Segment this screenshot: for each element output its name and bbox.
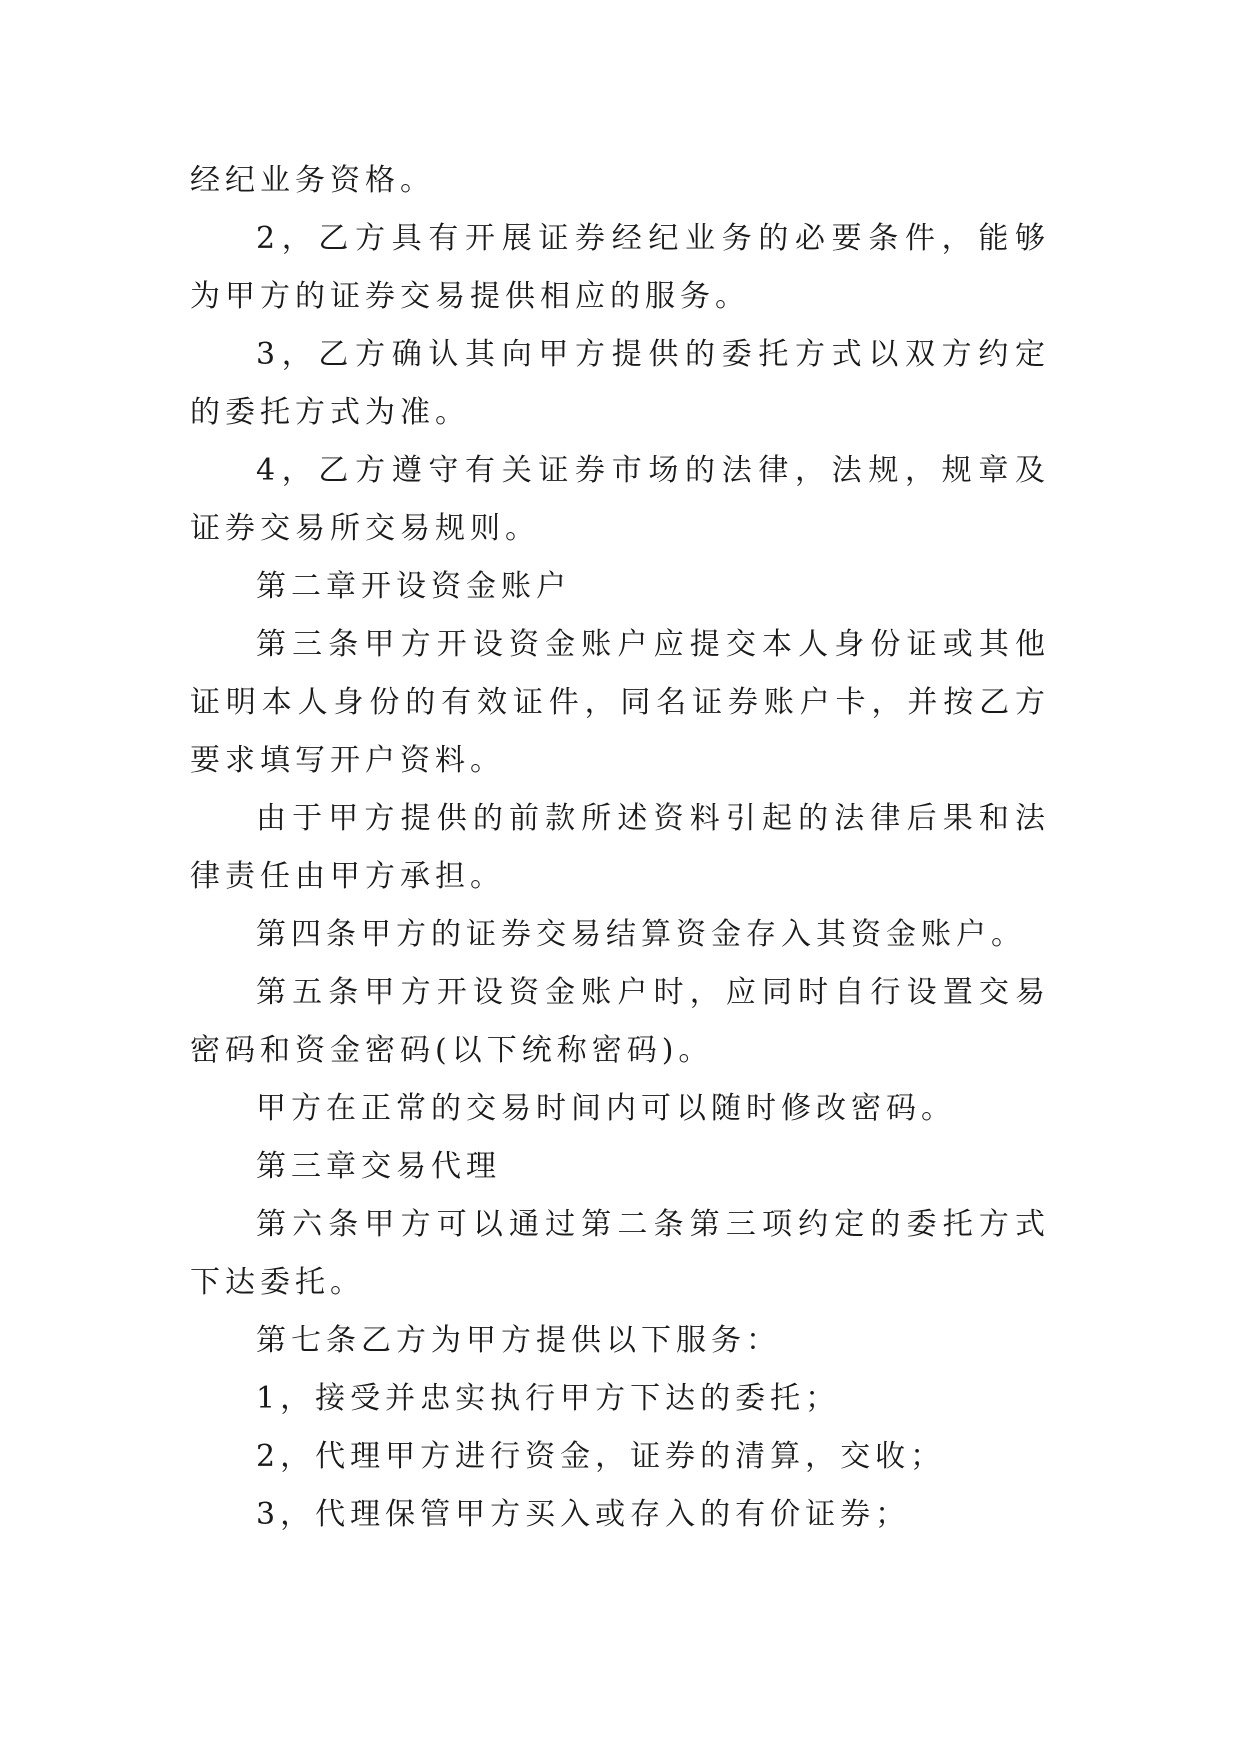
paragraph-4: 4，乙方遵守有关证券市场的法律，法规，规章及证券交易所交易规则。 (190, 453, 1050, 546)
article-7: 第七条乙方为甲方提供以下服务： (256, 1323, 781, 1358)
list-item-1: 1，接受并忠实执行甲方下达的委托； (256, 1381, 841, 1416)
paragraph-3: 3，乙方确认其向甲方提供的委托方式以双方约定的委托方式为准。 (190, 337, 1050, 430)
paragraph-1: 经纪业务资格。 (190, 163, 435, 198)
document-body (190, 152, 1050, 1544)
paragraph-liability: 由于甲方提供的前款所述资料引起的法律后果和法律责任由甲方承担。 (190, 801, 1050, 894)
article-3: 第三条甲方开设资金账户应提交本人身份证或其他证明本人身份的有效证件，同名证券账户卡，并按乙方要求填写开户资料。 (190, 627, 1050, 778)
chapter-heading-3: 第三章交易代理 (256, 1149, 501, 1184)
list-item-2: 2，代理甲方进行资金，证券的清算，交收； (256, 1439, 946, 1474)
article-6: 第六条甲方可以通过第二条第三项约定的委托方式下达委托。 (190, 1207, 1050, 1300)
paragraph-password: 甲方在正常的交易时间内可以随时修改密码。 (256, 1091, 956, 1126)
chapter-heading-2: 第二章开设资金账户 (256, 569, 571, 604)
paragraph-2: 2，乙方具有开展证券经纪业务的必要条件，能够为甲方的证券交易提供相应的服务。 (190, 221, 1050, 314)
article-5: 第五条甲方开设资金账户时，应同时自行设置交易密码和资金密码(以下统称密码)。 (190, 975, 1050, 1068)
article-4: 第四条甲方的证券交易结算资金存入其资金账户。 (256, 917, 1026, 952)
list-item-3: 3，代理保管甲方买入或存入的有价证券； (256, 1497, 911, 1532)
